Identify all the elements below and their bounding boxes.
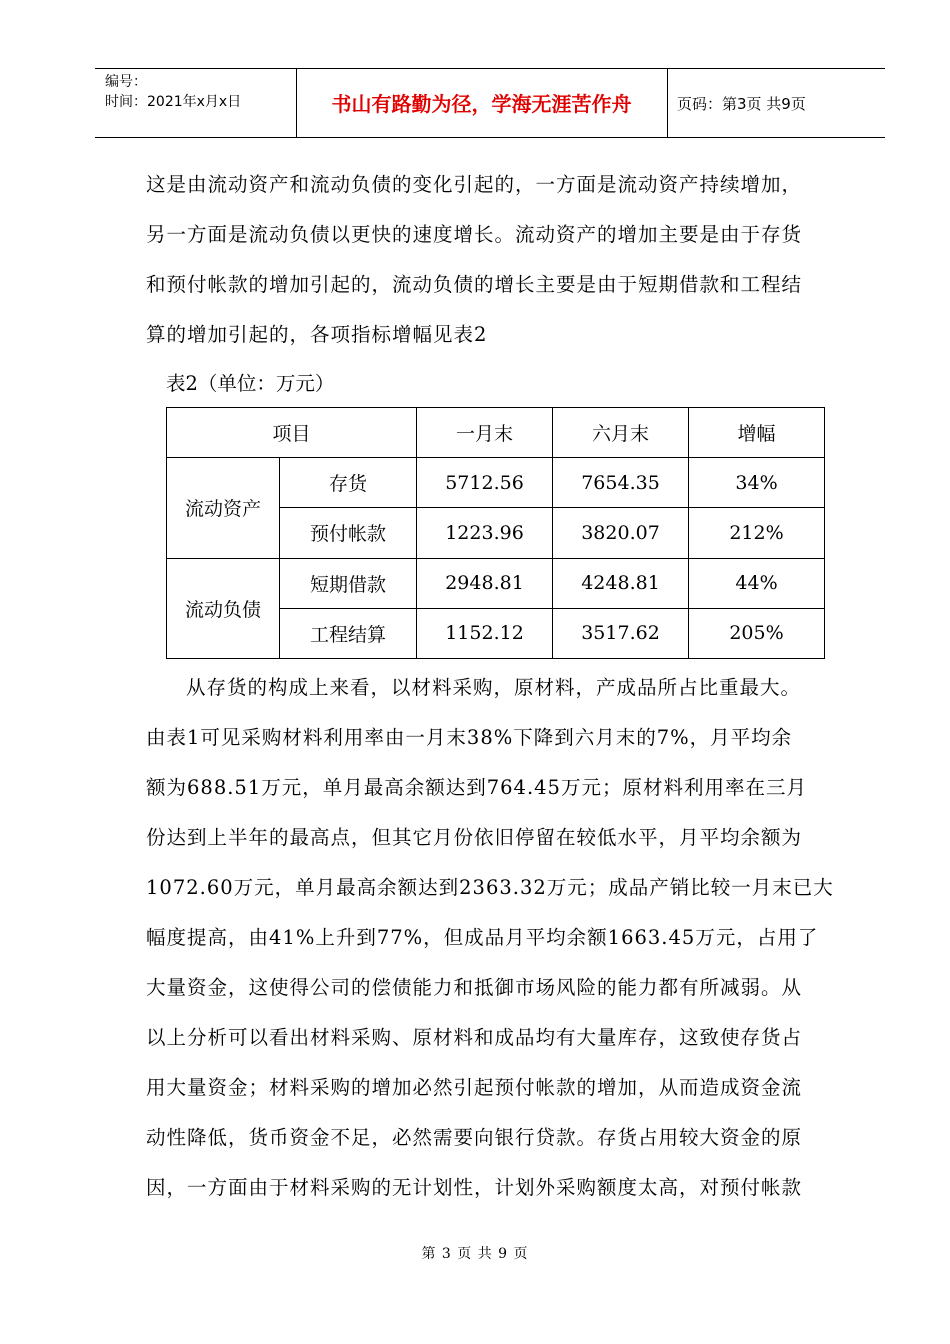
text-line: 以上分析可以看出材料采购、原材料和成品均有大量库存，这致使存货占 <box>146 1026 803 1049</box>
data-table <box>166 407 825 659</box>
text-line: 大量资金，这使得公司的偿债能力和抵御市场风险的能力都有所减弱。从 <box>146 976 803 999</box>
paragraph-intro <box>146 160 864 360</box>
header-motto-cell <box>296 69 668 137</box>
text-line: 动性降低，货币资金不足，必然需要向银行贷款。存货占用较大资金的原 <box>146 1126 803 1149</box>
header-jun: 六月末 <box>553 408 689 458</box>
page-header <box>95 68 885 138</box>
group-label: 流动资产 <box>167 458 280 558</box>
text-line: 由表1可见采购材料利用率由一月末38%下降到六月末的7%，月平均余 <box>146 726 793 749</box>
header-jan: 一月末 <box>417 408 553 458</box>
text-line: 另一方面是流动负债以更快的速度增长。流动资产的增加主要是由于存货 <box>146 223 803 246</box>
text-line: 额为688.51万元，单月最高余额达到764.45万元；原材料利用率在三月 <box>146 776 807 799</box>
row-jun: 4248.81 <box>553 558 689 608</box>
table-caption: 表2（单位：万元） <box>166 372 335 395</box>
text-line: 算的增加引起的，各项指标增幅见表2 <box>146 323 488 346</box>
row-growth: 212% <box>689 508 825 558</box>
group-label: 流动负债 <box>167 558 280 658</box>
text-line: 幅度提高，由41%上升到77%，但成品月平均余额1663.45万元，占用了 <box>146 926 819 949</box>
time-label: 时间：2021年x月x日 <box>105 94 242 110</box>
header-growth: 增幅 <box>689 408 825 458</box>
row-jan: 1223.96 <box>417 508 553 558</box>
row-item: 工程结算 <box>280 608 417 658</box>
header-page-cell <box>667 69 885 137</box>
text-line: 因，一方面由于材料采购的无计划性，计划外采购额度太高，对预付帐款 <box>146 1176 803 1199</box>
row-growth: 34% <box>689 458 825 508</box>
row-jan: 2948.81 <box>417 558 553 608</box>
table-row <box>167 558 825 608</box>
serial-label: 编号： <box>105 74 147 90</box>
text-line: 和预付帐款的增加引起的，流动负债的增长主要是由于短期借款和工程结 <box>146 273 803 296</box>
row-item: 短期借款 <box>280 558 417 608</box>
header-meta-cell <box>95 69 297 137</box>
row-growth: 44% <box>689 558 825 608</box>
row-growth: 205% <box>689 608 825 658</box>
row-item: 存货 <box>280 458 417 508</box>
text-line: 1072.60万元，单月最高余额达到2363.32万元；成品产销比较一月末已大 <box>146 876 834 899</box>
text-line: 用大量资金；材料采购的增加必然引起预付帐款的增加，从而造成资金流 <box>146 1076 803 1099</box>
text-line: 这是由流动资产和流动负债的变化引起的，一方面是流动资产持续增加， <box>146 173 803 196</box>
row-jun: 3517.62 <box>553 608 689 658</box>
text-line: 份达到上半年的最高点，但其它月份依旧停留在较低水平，月平均余额为 <box>146 826 803 849</box>
row-jun: 7654.35 <box>553 458 689 508</box>
header-motto: 书山有路勤为径，学海无涯苦作舟 <box>331 92 632 116</box>
row-item: 预付帐款 <box>280 508 417 558</box>
row-jan: 5712.56 <box>417 458 553 508</box>
paragraph-analysis <box>146 663 864 1213</box>
row-jun: 3820.07 <box>553 508 689 558</box>
table-header-row <box>167 408 825 458</box>
text-line: 从存货的构成上来看，以材料采购，原材料，产成品所占比重最大。 <box>186 676 802 699</box>
page-footer: 第 3 页 共 9 页 <box>421 1246 529 1262</box>
table-row <box>167 458 825 508</box>
row-jan: 1152.12 <box>417 608 553 658</box>
header-item: 项目 <box>167 408 417 458</box>
header-page-code: 页码：第3页 共9页 <box>677 95 806 113</box>
